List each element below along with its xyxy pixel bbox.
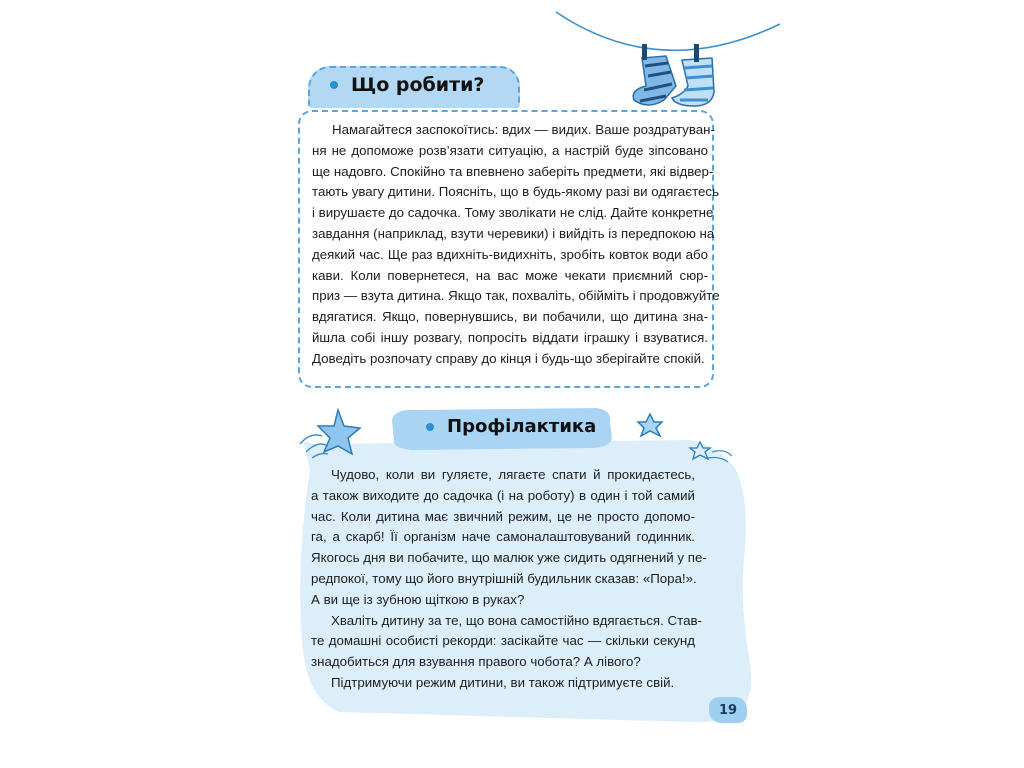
text-line: вдягатися. Якщо, повернувшись, ви побачили, що дитина зна- (312, 309, 708, 325)
sparkle-star-icon (638, 414, 662, 436)
clothesline-icon (556, 12, 780, 50)
text-line: Намагайтеся заспокоїтись: вдих — видих. Ваше роздратуван- (332, 122, 715, 137)
section2-body (311, 465, 707, 694)
text-line: А ви ще із зубною щіткою в руках? (311, 591, 525, 607)
text-line: а також виходите до садочка (і на роботу) в один і той самий (311, 487, 695, 503)
text-line: редпокої, тому що його внутрішній будильник сказав: «Пора!». (311, 570, 697, 586)
bullet-dot-icon (426, 423, 434, 431)
text-line: Чудово, коли ви гуляєте, лягаєте спати й прокидаєтесь, (331, 467, 695, 482)
striped-socks-icon (633, 44, 714, 106)
text-line: те домашні особисті рекорди: засікайте час — скільки секунд (311, 633, 695, 649)
section2-heading (426, 416, 596, 437)
text-line: ня не допоможе розв’язати ситуацію, а настрій буде зіпсовано (312, 142, 708, 158)
text-line: завдання (наприклад, взути черевики) і вийдіть із передпокою на (312, 225, 715, 241)
section1-heading (330, 74, 484, 96)
text-line: ще надовго. Спокійно та впевнено заберіть предмети, які відвер- (312, 163, 714, 179)
text-line: Підтримуючи режим дитини, ви також підтримуєте свій. (331, 674, 675, 690)
text-line: Якогось дня ви побачите, що малюк уже сидить одягнений у пе- (311, 550, 707, 566)
section1-body (312, 120, 720, 370)
text-line: приз — взута дитина. Якщо так, похваліть, обійміть і продовжуйте (312, 288, 720, 304)
text-line: тають увагу дитини. Поясніть, що в будь-якому разі ви одягаєтесь (312, 184, 720, 200)
text-line: Хваліть дитину за те, що вона самостійно вдягається. Став- (331, 612, 702, 628)
section2-heading-text: Профілактика (447, 416, 597, 437)
text-line: знадобиться для взування правого чобота? А лівого? (311, 654, 641, 670)
text-line: Доведіть розпочату справу до кінця і будь-що зберігайте спокій. (312, 350, 705, 366)
text-line: кави. Коли повернетеся, на вас може чекати приємний сюр- (312, 267, 708, 283)
text-line: деякий час. Ще раз вдихніть-видихніть, зробіть ковток води або (312, 246, 708, 262)
bullet-dot-icon (330, 81, 338, 89)
page-number: 19 (709, 697, 747, 723)
section1-heading-text: Що робити? (351, 74, 485, 96)
text-line: йшла собі іншу розвагу, попросіть віддати іграшку і взуватися. (312, 329, 708, 345)
text-line: і вирушаєте до садочка. Тому зволікати не слід. Дайте конкретне (312, 205, 714, 221)
text-line: час. Коли дитина має звичний режим, це не просто допомо- (311, 508, 695, 524)
text-line: га, а скарб! Її організм наче самоналаштовуваний годинник. (311, 529, 695, 545)
